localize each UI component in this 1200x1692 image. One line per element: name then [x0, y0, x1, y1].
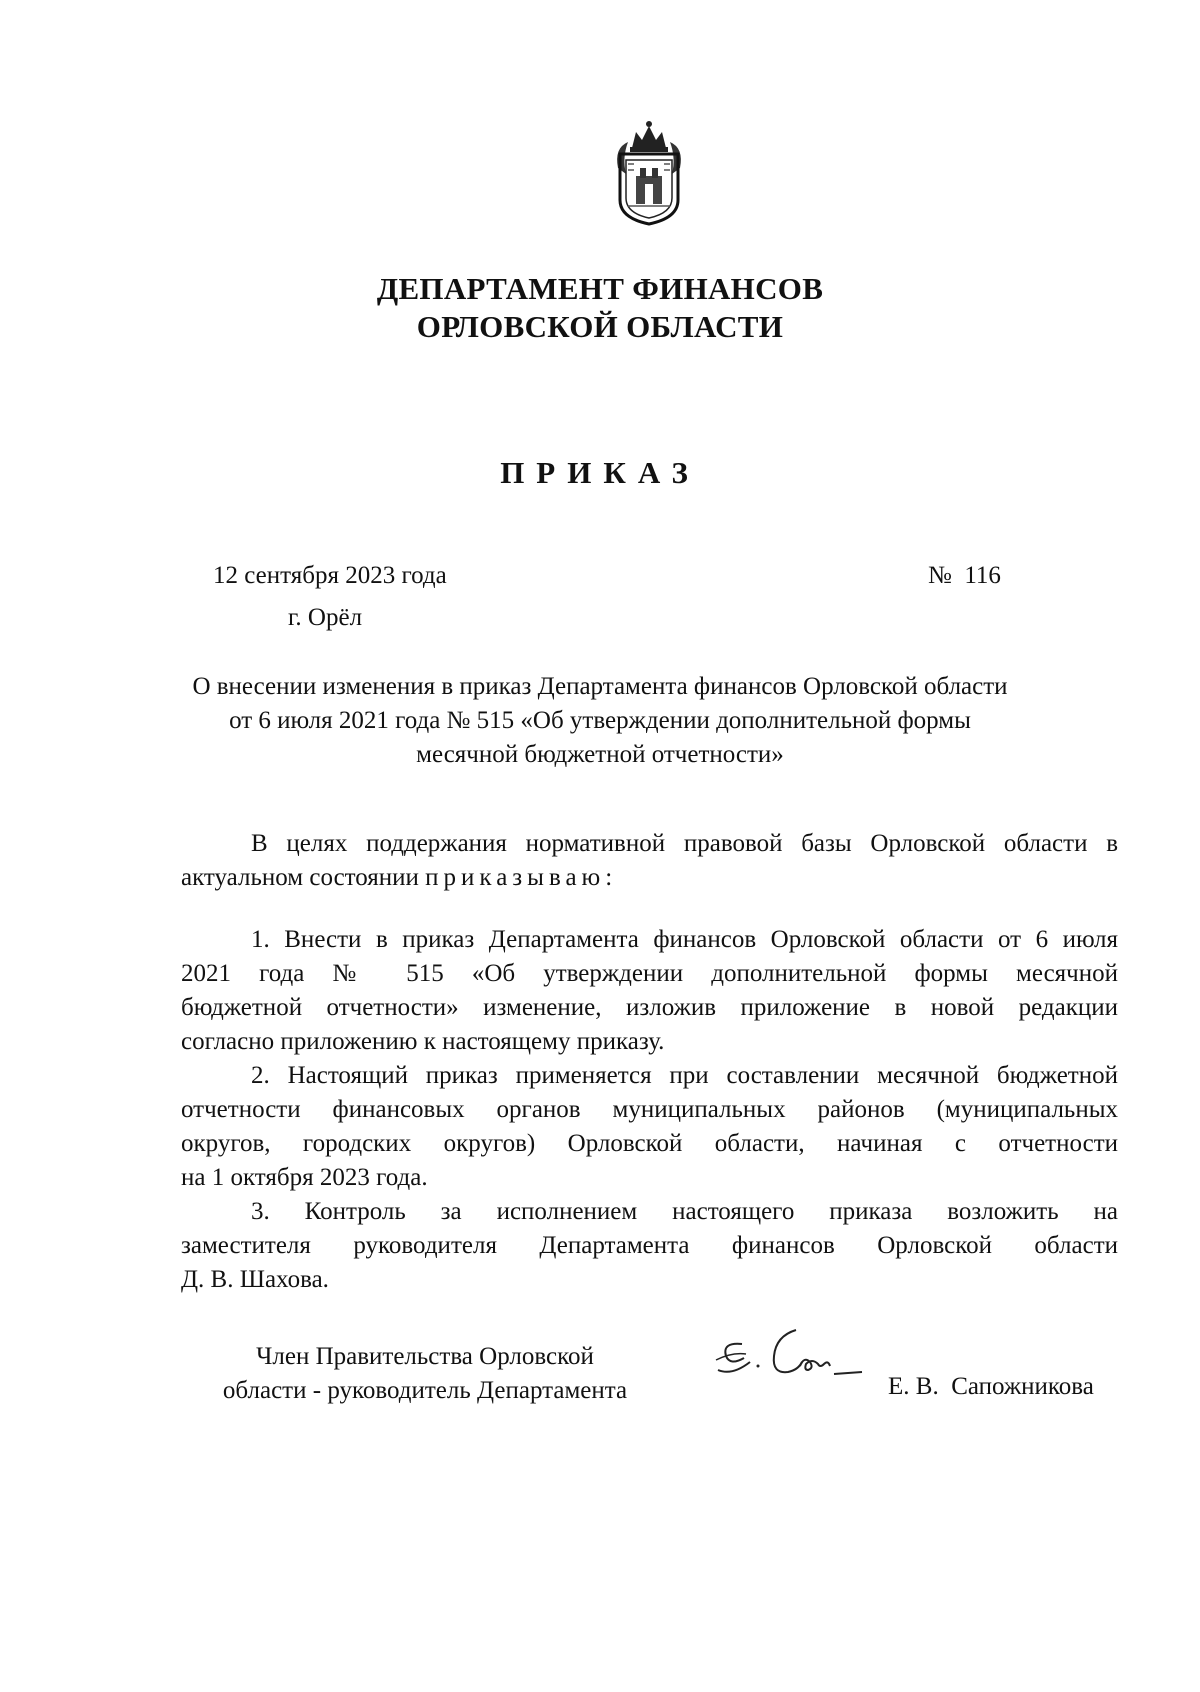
document-date: 12 сентября 2023 года — [213, 562, 447, 589]
item-line: отчетности финансовых органов муниципальных районов (муниципальных — [181, 1096, 1118, 1123]
signatory-position — [190, 1340, 660, 1408]
subject-line: О внесении изменения в приказ Департамента финансов Орловской области — [192, 673, 1008, 700]
document-subject — [150, 670, 1050, 772]
order-items — [181, 923, 1118, 1297]
item-line: 1. Внести в приказ Департамента финансов Орловской области от 6 июля — [251, 926, 1118, 953]
subject-line: от 6 июля 2021 года № 515 «Об утверждении дополнительной формы — [229, 707, 971, 734]
intro-line: В целях поддержания нормативной правовой базы Орловской области в — [251, 830, 1118, 857]
item-line: 2. Настоящий приказ применяется при составлении месячной бюджетной — [251, 1062, 1118, 1089]
coat-of-arms-icon — [612, 118, 686, 228]
order-item-1 — [181, 923, 1118, 1059]
document-type-title: ПРИКАЗ — [500, 455, 700, 490]
document-number: № 116 — [928, 562, 1001, 589]
position-line: области - руководитель Департамента — [222, 1377, 628, 1404]
item-line: Д. В. Шахова. — [181, 1266, 329, 1293]
intro-line — [181, 861, 1118, 895]
order-item-2 — [181, 1059, 1118, 1195]
organization-name-line2: ОРЛОВСКОЙ ОБЛАСТИ — [416, 309, 784, 344]
signatory-name: Е. В. Сапожникова — [888, 1373, 1094, 1400]
intro-paragraph — [181, 827, 1118, 895]
intro-line-prefix: актуальном состоянии — [181, 864, 426, 891]
item-line: округов, городских округов) Орловской области, начиная с отчетности — [181, 1130, 1118, 1157]
organization-name-line1: ДЕПАРТАМЕНТ ФИНАНСОВ — [376, 271, 824, 306]
subject-line: месячной бюджетной отчетности» — [416, 741, 784, 768]
item-line: заместителя руководителя Департамента финансов Орловской области — [181, 1232, 1118, 1259]
item-line: бюджетной отчетности» изменение, изложив приложение в новой редакции — [181, 994, 1118, 1021]
order-item-3 — [181, 1195, 1118, 1297]
item-line: 3. Контроль за исполнением настоящего приказа возложить на — [251, 1198, 1118, 1225]
position-line: Член Правительства Орловской — [256, 1343, 594, 1370]
item-line: на 1 октября 2023 года. — [181, 1164, 428, 1191]
item-line: 2021 года № 515 «Об утверждении дополнительной формы месячной — [181, 960, 1118, 987]
handwritten-signature — [712, 1322, 872, 1392]
order-keyword: приказываю: — [425, 864, 618, 891]
item-line: согласно приложению к настоящему приказу. — [181, 1028, 665, 1055]
document-city: г. Орёл — [288, 604, 363, 631]
